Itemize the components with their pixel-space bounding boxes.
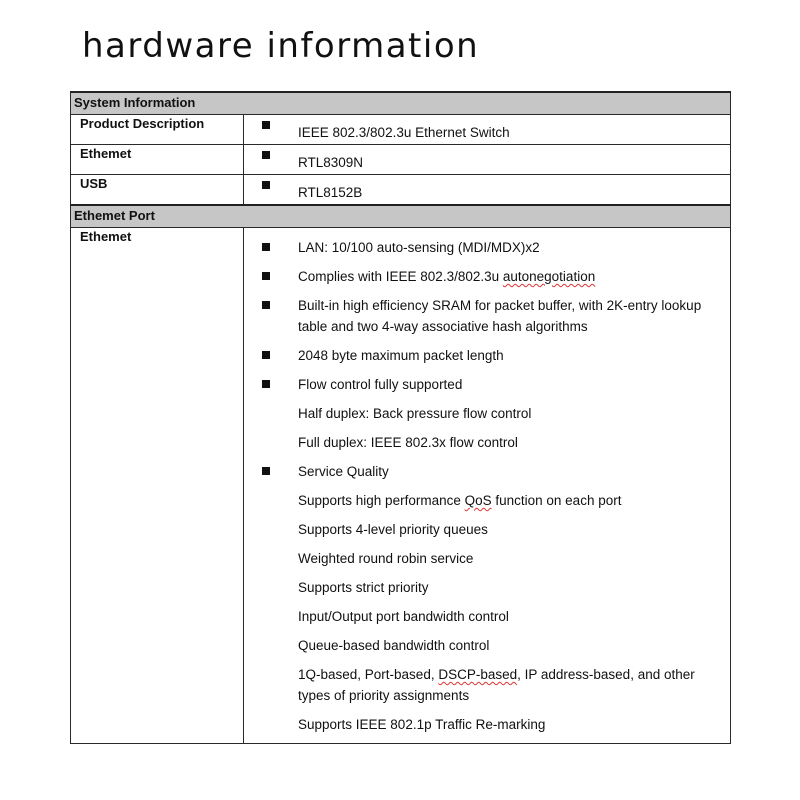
spec-row-usb <box>71 175 731 206</box>
list-item-text: Flow control fully supported <box>298 377 463 392</box>
spec-item-text: RTL8152B <box>298 185 363 200</box>
square-bullet-icon <box>262 243 270 251</box>
row-label: Ethemet <box>71 228 244 744</box>
spellcheck-underlined-word: DSCP-based <box>438 667 518 682</box>
list-item <box>244 403 730 424</box>
spec-row-ethemet-port <box>71 228 731 744</box>
list-item <box>244 606 730 627</box>
row-value <box>244 175 731 206</box>
square-bullet-icon <box>262 467 270 475</box>
spellcheck-underlined-word: QoS <box>464 493 492 508</box>
section-header-system-information: System Information <box>71 92 731 115</box>
list-item-text: Half duplex: Back pressure flow control <box>298 406 532 421</box>
spec-item-text: RTL8309N <box>298 155 364 170</box>
row-label: USB <box>71 175 244 206</box>
list-item-text: Supports high performance <box>298 493 465 508</box>
list-item-text: Supports IEEE 802.1p Traffic Re-marking <box>298 717 546 732</box>
section-header-row <box>71 205 731 228</box>
list-item <box>244 548 730 569</box>
list-item-text: Weighted round robin service <box>298 551 474 566</box>
spec-table <box>70 91 731 744</box>
spec-item <box>244 145 730 174</box>
list-item <box>244 461 730 482</box>
list-item-text: Supports 4-level priority queues <box>298 522 488 537</box>
list-item <box>244 374 730 395</box>
list-item-text: Full duplex: IEEE 802.3x flow control <box>298 435 518 450</box>
row-value <box>244 145 731 175</box>
row-label: Product Description <box>71 115 244 145</box>
list-item-text: Queue-based bandwidth control <box>298 638 490 653</box>
square-bullet-icon <box>262 351 270 359</box>
list-item <box>244 266 730 287</box>
list-item-text: Built-in high efficiency SRAM for packet buffer, with 2K-entry lookup table and two 4-way associative hash algorithms <box>298 298 702 334</box>
list-item <box>244 345 730 366</box>
section-header-ethemet-port: Ethemet Port <box>71 205 731 228</box>
list-item <box>244 519 730 540</box>
list-item <box>244 295 730 337</box>
list-item <box>244 237 730 258</box>
list-item-text: Service Quality <box>298 464 389 479</box>
list-item <box>244 635 730 656</box>
spec-row-product-description <box>71 115 731 145</box>
feature-list <box>244 237 730 743</box>
list-item <box>244 664 730 706</box>
list-item-text: Input/Output port bandwidth control <box>298 609 509 624</box>
row-label: Ethemet <box>71 145 244 175</box>
square-bullet-icon <box>262 151 270 159</box>
spec-item-text: IEEE 802.3/802.3u Ethernet Switch <box>298 125 510 140</box>
spec-item <box>244 115 730 144</box>
square-bullet-icon <box>262 272 270 280</box>
list-item-text: function on each port <box>491 493 622 508</box>
list-item-text: LAN: 10/100 auto-sensing (MDI/MDX)x2 <box>298 240 540 255</box>
spec-item <box>244 175 730 204</box>
row-value <box>244 228 731 744</box>
list-item-text: Supports strict priority <box>298 580 429 595</box>
row-value <box>244 115 731 145</box>
list-item-text: 1Q-based, Port-based, <box>298 667 439 682</box>
section-header-row <box>71 92 731 115</box>
list-item <box>244 490 730 511</box>
square-bullet-icon <box>262 301 270 309</box>
list-item-text: Complies with IEEE 802.3/802.3u <box>298 269 503 284</box>
square-bullet-icon <box>262 380 270 388</box>
square-bullet-icon <box>262 121 270 129</box>
list-item <box>244 577 730 598</box>
spellcheck-underlined-word: autonegotiation <box>502 269 596 284</box>
list-item <box>244 432 730 453</box>
list-item-text: , IP address-based, and other types of priority assignments <box>298 667 695 703</box>
spec-row-ethemet <box>71 145 731 175</box>
list-item <box>244 714 730 735</box>
square-bullet-icon <box>262 181 270 189</box>
page-title: hardware information <box>82 26 480 66</box>
list-item-text: 2048 byte maximum packet length <box>298 348 504 363</box>
